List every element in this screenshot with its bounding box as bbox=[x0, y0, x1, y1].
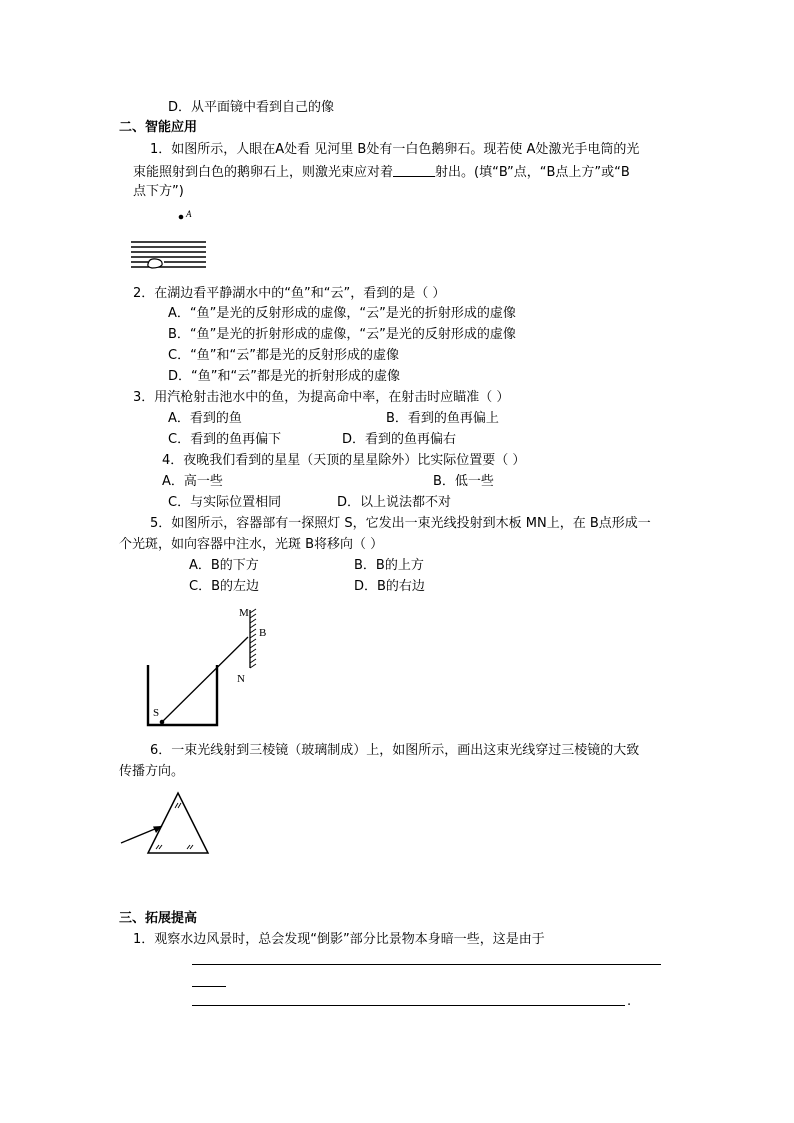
q5-option-b[interactable]: B．B的上方 bbox=[354, 558, 424, 573]
q3-option-c[interactable]: C．看到的鱼再偏下 bbox=[168, 432, 282, 447]
water-surface-lines bbox=[131, 242, 206, 267]
q1-answer-blank[interactable] bbox=[393, 164, 435, 177]
q5-line2: 个光斑，如向容器中注水，光斑 B将移向（ ） bbox=[119, 537, 384, 552]
label-n: N bbox=[237, 673, 245, 685]
q5-line1: 5．如图所示，容器部有一探照灯 S，它发出一束光线投射到木板 MN上，在 B点形成一 bbox=[150, 516, 651, 531]
q1-figure bbox=[128, 205, 212, 275]
q2-option-d[interactable]: D．“鱼”和“云”都是光的折射形成的虚像 bbox=[168, 369, 400, 384]
q4-stem: 4．夜晚我们看到的星星（天顶的星星除外）比实际位置要（ ） bbox=[162, 453, 526, 468]
q6-figure bbox=[115, 788, 215, 858]
label-m: M bbox=[239, 607, 249, 619]
q5-option-d[interactable]: D．B的右边 bbox=[354, 579, 425, 594]
q2-option-b[interactable]: B．“鱼”是光的折射形成的虚像，“云”是光的反射形成的虚像 bbox=[168, 327, 516, 342]
answer-end-mark: . bbox=[627, 994, 632, 1009]
answer-line-1[interactable] bbox=[192, 964, 661, 965]
section3-q1-stem: 1．观察水边风景时，总会发现“倒影”部分比景物本身暗一些，这是由于 bbox=[133, 932, 545, 947]
point-a-eye bbox=[179, 215, 184, 220]
section3-heading: 三、拓展提高 bbox=[119, 911, 198, 926]
answer-line-1-continued[interactable] bbox=[192, 986, 226, 987]
q3-option-b[interactable]: B．看到的鱼再偏上 bbox=[386, 411, 499, 426]
q4-option-b[interactable]: B．低一些 bbox=[433, 474, 494, 489]
q1-line2 bbox=[133, 164, 630, 181]
answer-line-2[interactable] bbox=[192, 1005, 625, 1006]
pebble-b bbox=[148, 259, 162, 268]
q6-line1: 6．一束光线射到三棱镜（玻璃制成）上，如图所示，画出这束光线穿过三棱镜的大致 bbox=[150, 743, 640, 758]
searchlight-s bbox=[160, 720, 165, 725]
q1-line2-part1: 束能照射到白色的鹅卵石上，则激光束应对着 bbox=[133, 165, 394, 180]
q3-option-d[interactable]: D．看到的鱼再偏右 bbox=[342, 432, 457, 447]
q2-option-c[interactable]: C．“鱼”和“云”都是光的反射形成的虚像 bbox=[168, 348, 400, 363]
q2-option-a[interactable]: A．“鱼”是光的反射形成的虚像，“云”是光的折射形成的虚像 bbox=[168, 306, 516, 321]
q2-stem: 2．在湖边看平静湖水中的“鱼”和“云”，看到的是（ ） bbox=[133, 286, 446, 301]
light-ray bbox=[162, 637, 248, 722]
q3-stem: 3．用汽枪射击池水中的鱼，为提高命中率，在射击时应瞄准（ ） bbox=[133, 390, 510, 405]
prism bbox=[148, 793, 208, 853]
q1-line1: 1．如图所示，人眼在A处看 见河里 B处有一白色鹅卵石。现若使 A处激光手电筒的光 bbox=[150, 142, 640, 157]
q4-option-a[interactable]: A．高一些 bbox=[162, 474, 223, 489]
label-s: S bbox=[153, 707, 160, 719]
q1-line3: 点下方”) bbox=[133, 184, 184, 199]
q4-option-d[interactable]: D．以上说法都不对 bbox=[337, 495, 452, 510]
q5-option-c[interactable]: C．B的左边 bbox=[189, 579, 259, 594]
q4-option-c[interactable]: C．与实际位置相同 bbox=[168, 495, 282, 510]
q5-option-a[interactable]: A．B的下方 bbox=[189, 558, 259, 573]
point-a-label: A bbox=[186, 209, 192, 219]
q3-option-a[interactable]: A．看到的鱼 bbox=[168, 411, 242, 426]
q6-line2: 传播方向。 bbox=[119, 764, 185, 779]
section2-heading: 二、智能应用 bbox=[119, 120, 198, 135]
q1-line2-part2: 射出。(填“B”点，“B点上方”或“B bbox=[435, 165, 630, 180]
top-option-d: D．从平面镜中看到自己的像 bbox=[168, 100, 335, 115]
q5-figure bbox=[138, 600, 274, 732]
label-b: B bbox=[259, 627, 267, 639]
board-hatching bbox=[250, 609, 256, 668]
